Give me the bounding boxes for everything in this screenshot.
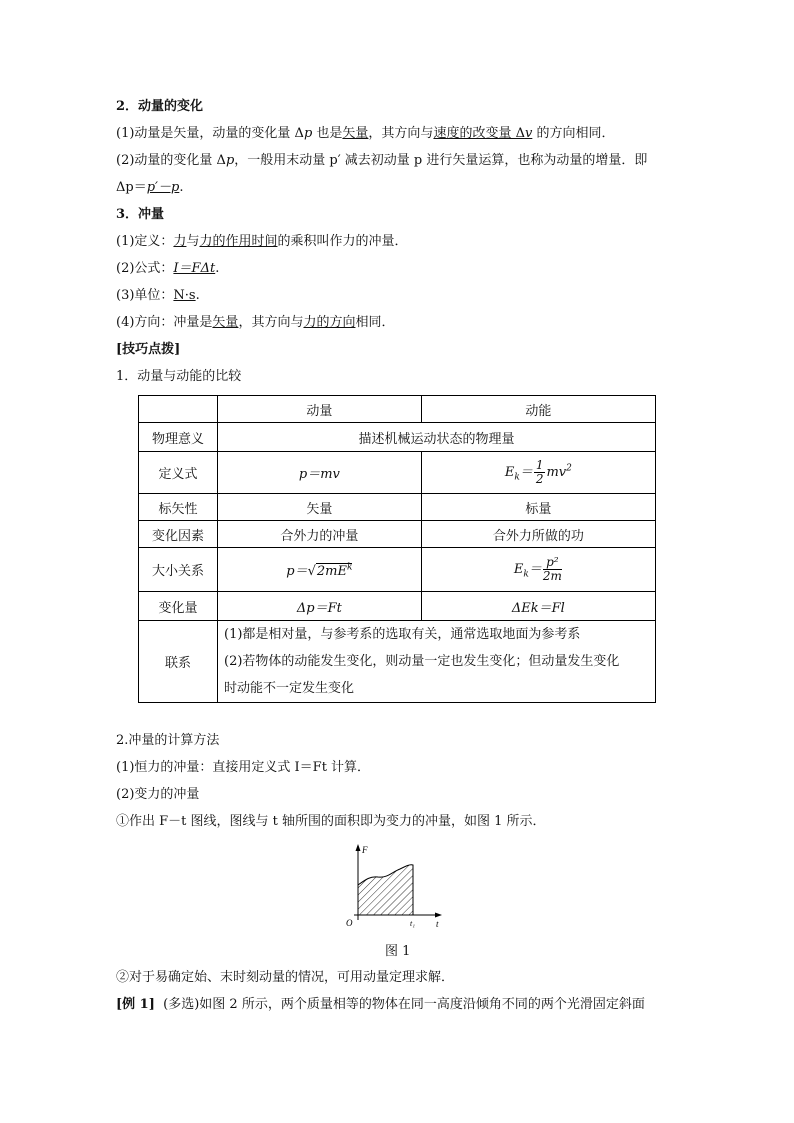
row-label: 物理意义 (139, 423, 218, 452)
impulse-unit: (3)单位：N·s. (116, 288, 200, 303)
kinetic-energy-factor: 合外力所做的功 (421, 521, 655, 548)
kinetic-energy-relation: $E_k=$ $\frac{\text{p²}}{2m}$ (421, 548, 655, 592)
section2-equation: Δp＝p′－p. (116, 180, 184, 195)
section3-heading: 3．冲量 (116, 207, 165, 222)
x-axis-arrow (435, 913, 442, 918)
origin-label: O (346, 918, 353, 928)
y-axis-arrow (356, 844, 361, 851)
tips-heading: [技巧点拨] (116, 342, 181, 357)
momentum-factor: 合外力的冲量 (218, 521, 422, 548)
momentum-kinetic-energy-table (138, 395, 656, 703)
kinetic-energy-change: ΔEk＝Fl (421, 592, 655, 621)
x-axis-label: t (436, 919, 439, 929)
momentum-change: Δp＝Ft (218, 592, 422, 621)
table-header-row (139, 396, 656, 423)
section2-paragraph-2: (2)动量的变化量 Δp，一般用末动量 p′ 减去初动量 p 进行矢量运算，也称为动量的增量．即 (116, 153, 648, 168)
impulse-direction: (4)方向：冲量是矢量，其方向与力的方向相同． (116, 315, 395, 330)
force-time-graph (340, 842, 450, 934)
t1-label: t₁ (410, 919, 416, 928)
table-header-kinetic-energy: 动能 (421, 396, 655, 423)
impulse-definition: (1)定义：力与力的作用时间的乘积叫作力的冲量． (116, 234, 408, 249)
table-row (139, 423, 656, 452)
calc-momentum-theorem: ②对于易确定始、末时刻动量的情况，可用动量定理求解． (116, 970, 455, 985)
comparison-subheading: 1．动量与动能的比较 (116, 369, 242, 384)
momentum-definition: p＝mv (218, 452, 422, 494)
row-label: 大小关系 (139, 548, 218, 592)
momentum-relation: $p=√2mE^k$ (218, 548, 422, 592)
table-row (139, 548, 656, 592)
figure-caption: 图 1 (385, 944, 411, 959)
calc-graph-method: ①作出 F－t 图线，图线与 t 轴所围的面积即为变力的冲量，如图 1 所示． (116, 814, 546, 829)
kinetic-energy-definition: $E_k=$ $\frac{1}{2}$ $mv^2$ (421, 452, 655, 494)
shaded-impulse-area (358, 865, 413, 915)
table-row (139, 592, 656, 621)
row-value: 描述机械运动状态的物理量 (218, 423, 656, 452)
table-row (139, 521, 656, 548)
table-header-momentum: 动量 (218, 396, 422, 423)
section2-paragraph-1: (1)动量是矢量，动量的变化量 Δp 也是矢量，其方向与速度的改变量 Δv 的方向相同． (116, 126, 615, 141)
calc-variable-force: (2)变力的冲量 (116, 787, 200, 802)
row-label: 联系 (139, 621, 218, 703)
table-row (139, 452, 656, 494)
relation-cell: (1)都是相对量，与参考系的选取有关，通常选取地面为参考系 (2)若物体的动能发生变化，则动量一定也发生变化；但动量发生变化 时动能不一定发生变化 (218, 621, 656, 703)
row-label: 变化量 (139, 592, 218, 621)
y-axis-label: F (362, 845, 368, 855)
section2-heading: 2．动量的变化 (116, 99, 204, 114)
calc-constant-force: (1)恒力的冲量：直接用定义式 I＝Ft 计算． (116, 760, 371, 775)
example-label: [例 1] (116, 997, 155, 1012)
calc-heading: 2.冲量的计算方法 (116, 733, 220, 748)
momentum-type: 矢量 (218, 494, 422, 521)
table-row (139, 621, 656, 703)
table-row (139, 494, 656, 521)
row-label: 标矢性 (139, 494, 218, 521)
example-1: [例 1] (多选)如图 2 所示，两个质量相等的物体在同一高度沿倾角不同的两个光滑固定斜面 (116, 997, 645, 1012)
row-label: 变化因素 (139, 521, 218, 548)
impulse-formula: (2)公式：I＝FΔt. (116, 261, 220, 276)
table-corner-cell (139, 396, 218, 423)
kinetic-energy-type: 标量 (421, 494, 655, 521)
row-label: 定义式 (139, 452, 218, 494)
